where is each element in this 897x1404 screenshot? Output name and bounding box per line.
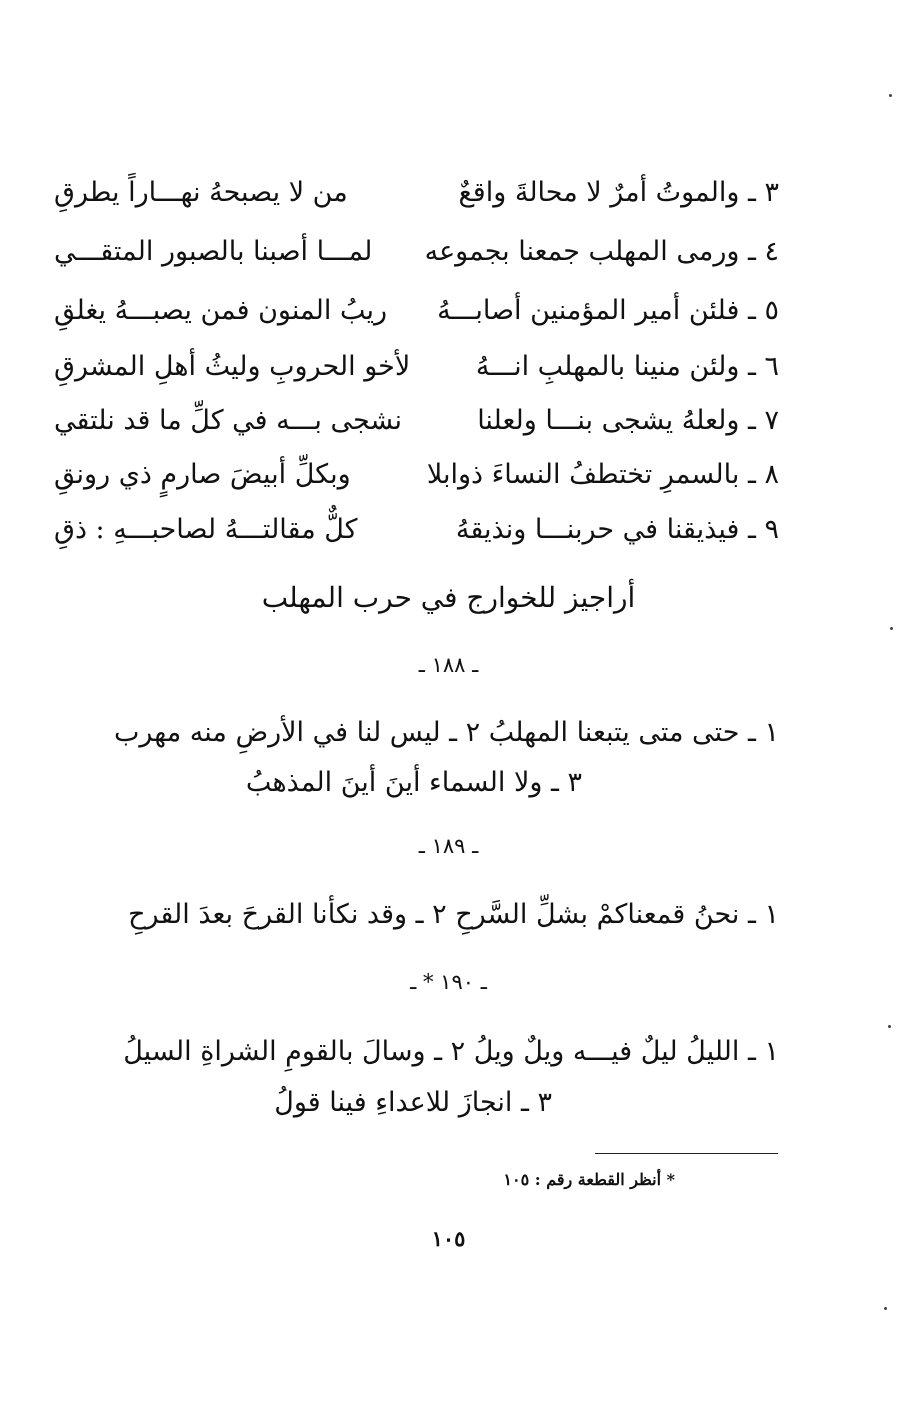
verse-line xyxy=(54,393,779,449)
margin-speck xyxy=(889,94,892,97)
verse-first-hemistich: ٥ ـ فلئن أمير المؤمنين أصابـــهُ xyxy=(437,295,779,326)
poem-number: ـ ١٨٨ ـ xyxy=(418,653,479,677)
verse-line xyxy=(54,502,779,558)
verse-second-hemistich: لأخو الحروبِ وليثُ أهلِ المشرقِ xyxy=(54,351,411,382)
poem-number: ـ ١٨٩ ـ xyxy=(418,834,479,858)
verse-first-hemistich: ٤ ـ ورمى المهلب جمعنا بجموعه xyxy=(424,236,779,267)
verse-first-hemistich: ٩ ـ فيذيقنا في حربنـــا ونذيقهُ xyxy=(455,514,779,545)
margin-speck xyxy=(884,1307,887,1310)
verse-first-hemistich: ٦ ـ ولئن منينا بالمهلبِ انـــهُ xyxy=(475,351,779,382)
poem-number: ـ ١٩٠ * ـ xyxy=(410,970,487,994)
verse-first-hemistich: ٣ ـ والموتُ أمرٌ لا محالةَ واقعٌ xyxy=(458,177,779,208)
verse-second-hemistich: من لا يصبحهُ نهـــاراً يطرقِ xyxy=(54,177,348,208)
footnote-divider xyxy=(595,1153,778,1154)
verse-line xyxy=(54,447,779,503)
verse-second-hemistich: لمـــا أصبنا بالصبور المتقـــي xyxy=(54,236,373,267)
poem-line: ١ ـ نحنُ قمعناكمْ بشلِّ السَّرحِ ٢ ـ وقد نكأنا القرحَ بعدَ القرحِ xyxy=(128,899,779,930)
verse-first-hemistich: ٨ ـ بالسمرِ تختطفُ النساءَ ذوابلا xyxy=(426,459,779,490)
verse-second-hemistich: كلٌّ مقالتـــهُ لصاحبـــهِ : ذقِ xyxy=(54,514,358,545)
verse-line xyxy=(54,339,779,395)
verse-line xyxy=(54,224,779,280)
verse-second-hemistich: نشجى بـــه في كلِّ ما قد نلتقي xyxy=(54,405,402,436)
verse-second-hemistich: وبكلِّ أبيضَ صارمٍ ذي رونقِ xyxy=(54,459,351,490)
section-title: أراجيز للخوارج في حرب المهلب xyxy=(261,581,636,614)
poem-line: ١ ـ الليلُ ليلٌ فيـــه ويلٌ ويلُ ٢ ـ وسالَ بالقومِ الشراةِ السيلُ xyxy=(123,1036,779,1067)
margin-speck xyxy=(890,627,893,630)
margin-speck xyxy=(888,1025,891,1028)
verse-second-hemistich: ريبُ المنون فمن يصبـــهُ يغلقِ xyxy=(54,295,388,326)
verse-line xyxy=(54,165,779,221)
poem-line: ٣ ـ انجازَ للاعداءِ فينا قولُ xyxy=(274,1087,552,1118)
poem-line: ٣ ـ ولا السماء أينَ أينَ المذهبُ xyxy=(245,767,582,798)
poem-line: ١ ـ حتى متى يتبعنا المهلبُ ٢ ـ ليس لنا في الأرضِ منه مهرب xyxy=(113,717,779,748)
verse-first-hemistich: ٧ ـ ولعلهُ يشجى بنـــا ولعلنا xyxy=(477,405,779,436)
verse-line xyxy=(54,283,779,339)
footnote: * أنظر القطعة رقم : ١٠٥ xyxy=(503,1170,675,1189)
page-number: ١٠٥ xyxy=(431,1226,466,1251)
